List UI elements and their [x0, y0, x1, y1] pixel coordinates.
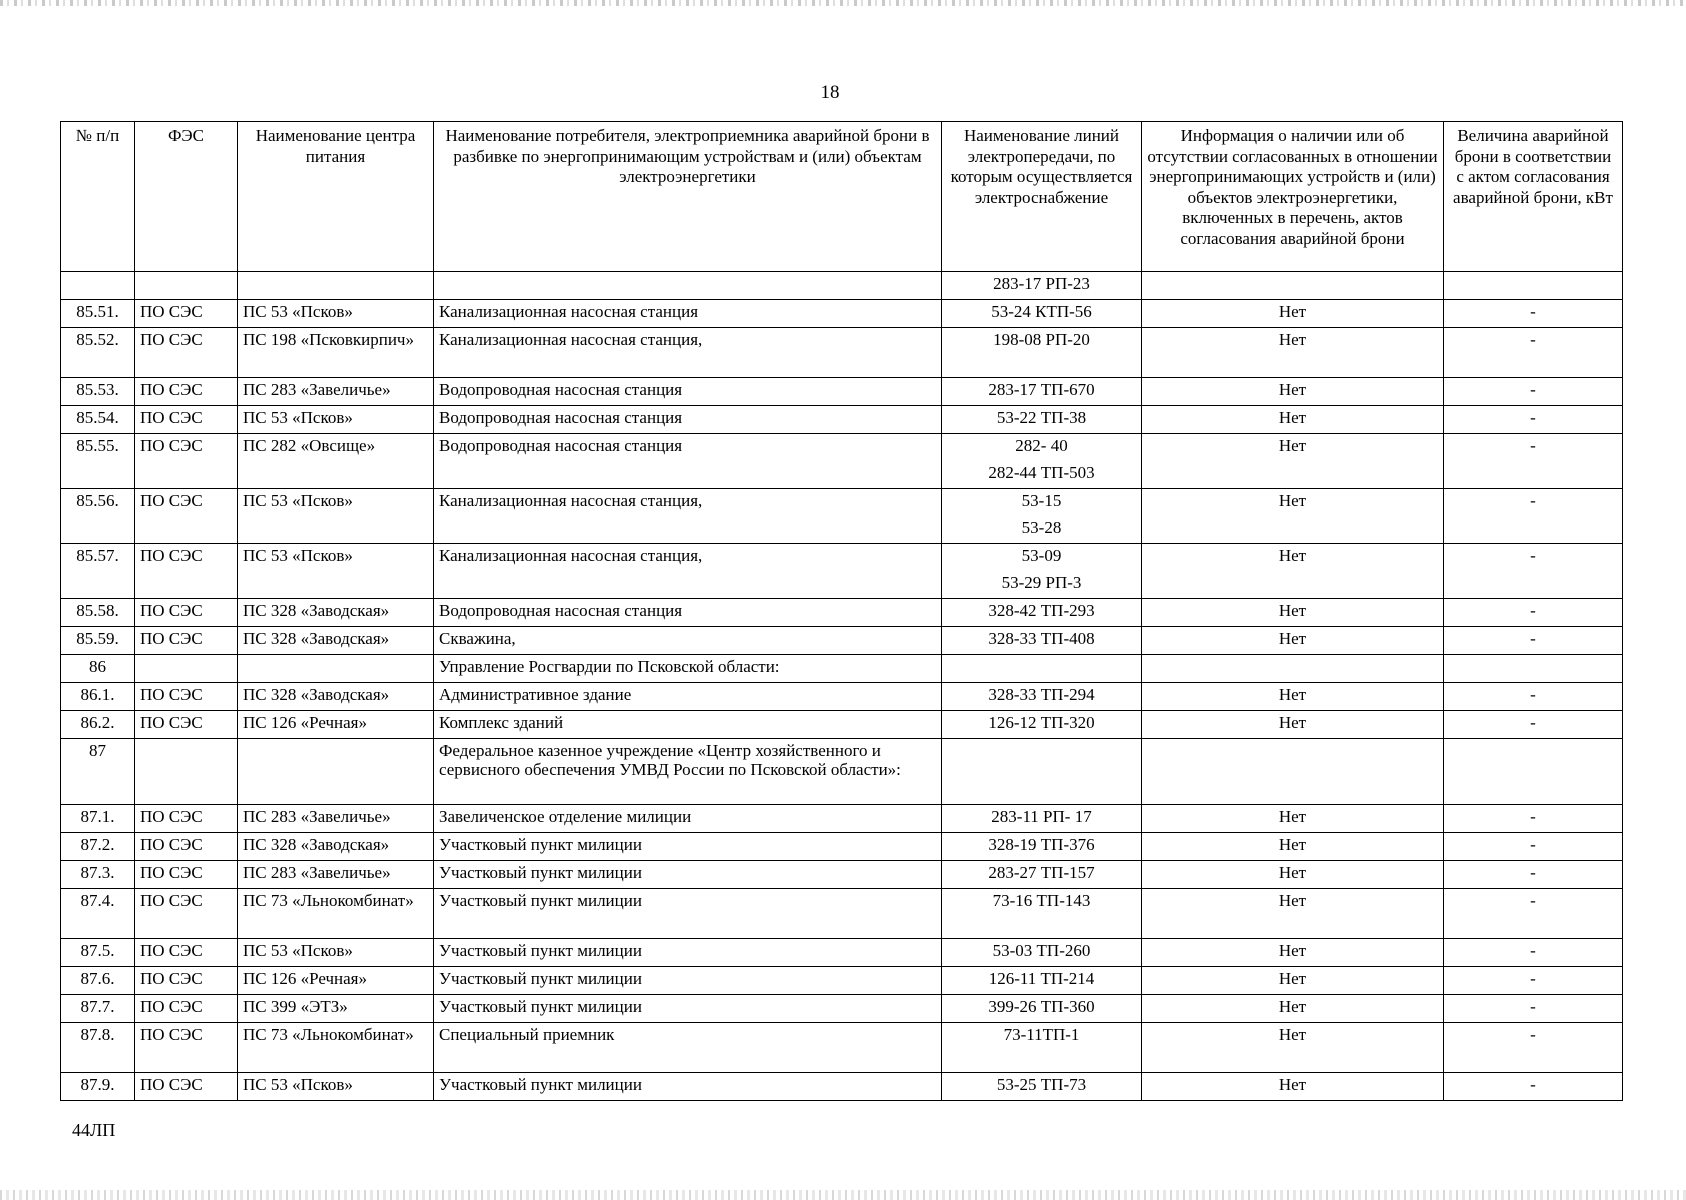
row-power-lines: [942, 489, 1142, 544]
power-line-item: 53-25 ТП-73: [996, 1075, 1087, 1094]
row-power-lines: [942, 1023, 1142, 1073]
row-power-center: ПС 53 «Псков»: [238, 406, 434, 434]
row-fes: ПО СЭС: [135, 683, 238, 711]
power-line-item: 282- 40: [1015, 436, 1068, 455]
row-fes: ПО СЭС: [135, 995, 238, 1023]
footer-code: 44ЛП: [72, 1120, 116, 1140]
power-line-item: 73-16 ТП-143: [992, 891, 1091, 910]
row-num: 85.57.: [61, 544, 135, 599]
row-num: 87.8.: [61, 1023, 135, 1073]
row-consumer: Административное здание: [434, 683, 942, 711]
row-num: 87.2.: [61, 833, 135, 861]
row-num: 85.56.: [61, 489, 135, 544]
power-line-item: 282-44 ТП-503: [988, 463, 1095, 482]
row-agreement-info: Нет: [1142, 967, 1444, 995]
row-power-center: ПС 53 «Псков»: [238, 300, 434, 328]
row-power-center: ПС 53 «Псков»: [238, 544, 434, 599]
row-num: 85.59.: [61, 627, 135, 655]
row-consumer: Водопроводная насосная станция: [434, 434, 942, 489]
row-consumer: Управление Росгвардии по Псковской области:: [434, 655, 942, 683]
row-fes: ПО СЭС: [135, 489, 238, 544]
row-reserve-value: -: [1444, 861, 1623, 889]
row-power-center: ПС 328 «Заводская»: [238, 627, 434, 655]
row-power-center: ПС 53 «Псков»: [238, 939, 434, 967]
row-consumer: Канализационная насосная станция,: [434, 544, 942, 599]
row-agreement-info: Нет: [1142, 711, 1444, 739]
row-power-center: ПС 53 «Псков»: [238, 1073, 434, 1101]
row-agreement-info: Нет: [1142, 805, 1444, 833]
row-reserve-value: -: [1444, 378, 1623, 406]
row-power-lines: [942, 995, 1142, 1023]
row-power-lines: [942, 1073, 1142, 1101]
row-reserve-value: -: [1444, 1023, 1623, 1073]
row-power-center: ПС 328 «Заводская»: [238, 599, 434, 627]
row-agreement-info: Нет: [1142, 599, 1444, 627]
row-reserve-value: -: [1444, 939, 1623, 967]
row-fes: ПО СЭС: [135, 328, 238, 378]
power-line-item: 328-19 ТП-376: [988, 835, 1095, 854]
power-line-item: 53-28: [1021, 518, 1062, 537]
row-fes: ПО СЭС: [135, 967, 238, 995]
row-fes: ПО СЭС: [135, 544, 238, 599]
row-fes: ПО СЭС: [135, 939, 238, 967]
row-reserve-value: -: [1444, 683, 1623, 711]
power-line-item: 53-24 КТП-56: [991, 302, 1092, 321]
power-line-item: 126-11 ТП-214: [988, 969, 1095, 988]
header-reserve-value: Величина аварийной брони в соответствии с актом согласования аварийной брони, кВт: [1444, 122, 1623, 272]
row-num: 86: [61, 655, 135, 683]
row-agreement-info: Нет: [1142, 627, 1444, 655]
power-line-item: 283-11 РП- 17: [991, 807, 1092, 826]
row-agreement-info: Нет: [1142, 300, 1444, 328]
row-power-center: ПС 283 «Завеличье»: [238, 805, 434, 833]
row-consumer: Завеличенское отделение милиции: [434, 805, 942, 833]
table-row: [61, 406, 1623, 434]
row-consumer: Водопроводная насосная станция: [434, 599, 942, 627]
row-power-lines: [942, 655, 1142, 683]
row-power-center: [238, 739, 434, 805]
table-row: [61, 300, 1623, 328]
header-num: № п/п: [61, 122, 135, 272]
row-reserve-value: [1444, 655, 1623, 683]
power-line-item: 53-22 ТП-38: [996, 408, 1087, 427]
row-agreement-info: Нет: [1142, 406, 1444, 434]
row-fes: ПО СЭС: [135, 378, 238, 406]
row-power-center: ПС 283 «Завеличье»: [238, 861, 434, 889]
row-num: 87.4.: [61, 889, 135, 939]
power-line-item: 283-17 ТП-670: [988, 380, 1095, 399]
row-num: 85.58.: [61, 599, 135, 627]
row-power-center: ПС 328 «Заводская»: [238, 683, 434, 711]
row-power-lines: [942, 739, 1142, 805]
table-row: [61, 833, 1623, 861]
row-power-center: ПС 328 «Заводская»: [238, 833, 434, 861]
table-row: [61, 889, 1623, 939]
row-fes: ПО СЭС: [135, 599, 238, 627]
table-row: [61, 544, 1623, 599]
row-fes: ПО СЭС: [135, 711, 238, 739]
row-num: 87.3.: [61, 861, 135, 889]
header-consumer: Наименование потребителя, электроприемника аварийной брони в разбивке по энергопринимающим устройствам и (или) объектам электроэнергетики: [434, 122, 942, 272]
power-line-item: 73-11ТП-1: [1003, 1025, 1080, 1044]
row-power-lines: [942, 434, 1142, 489]
row-agreement-info: Нет: [1142, 683, 1444, 711]
row-reserve-value: -: [1444, 1073, 1623, 1101]
row-power-lines: [942, 805, 1142, 833]
row-reserve-value: -: [1444, 711, 1623, 739]
row-consumer: Участковый пункт милиции: [434, 833, 942, 861]
row-power-lines: [942, 967, 1142, 995]
power-line-item: 126-12 ТП-320: [988, 713, 1095, 732]
row-fes: ПО СЭС: [135, 833, 238, 861]
table-row: [61, 599, 1623, 627]
row-fes: ПО СЭС: [135, 861, 238, 889]
row-consumer: Водопроводная насосная станция: [434, 406, 942, 434]
row-num: 85.51.: [61, 300, 135, 328]
row-num: 86.1.: [61, 683, 135, 711]
row-agreement-info: Нет: [1142, 1073, 1444, 1101]
power-line-item: 283-27 ТП-157: [988, 863, 1095, 882]
row-fes: ПО СЭС: [135, 434, 238, 489]
row-power-lines: [942, 889, 1142, 939]
row-power-center: ПС 126 «Речная»: [238, 711, 434, 739]
row-agreement-info: [1142, 739, 1444, 805]
table-row: [61, 378, 1623, 406]
row-reserve-value: [1444, 739, 1623, 805]
row-reserve-value: -: [1444, 544, 1623, 599]
row-agreement-info: Нет: [1142, 544, 1444, 599]
power-line-item: 328-33 ТП-294: [988, 685, 1095, 704]
row-reserve-value: [1444, 272, 1623, 300]
row-agreement-info: Нет: [1142, 1023, 1444, 1073]
row-consumer: [434, 272, 942, 300]
row-power-lines: [942, 599, 1142, 627]
row-reserve-value: -: [1444, 328, 1623, 378]
table-header: [61, 122, 1623, 272]
row-power-lines: [942, 683, 1142, 711]
row-consumer: Участковый пункт милиции: [434, 889, 942, 939]
row-power-center: ПС 73 «Льнокомбинат»: [238, 889, 434, 939]
table-row: [61, 683, 1623, 711]
scan-edge-bottom: [0, 1190, 1686, 1200]
table-row: [61, 434, 1623, 489]
row-power-center: ПС 399 «ЭТЗ»: [238, 995, 434, 1023]
row-agreement-info: [1142, 272, 1444, 300]
table-row: [61, 711, 1623, 739]
row-power-center: [238, 655, 434, 683]
row-power-lines: [942, 300, 1142, 328]
table-row: [61, 1073, 1623, 1101]
row-consumer: Скважина,: [434, 627, 942, 655]
row-fes: ПО СЭС: [135, 627, 238, 655]
power-line-item: 399-26 ТП-360: [988, 997, 1095, 1016]
table-row: [61, 939, 1623, 967]
header-row: [61, 122, 1623, 272]
row-fes: ПО СЭС: [135, 1023, 238, 1073]
row-num: 85.55.: [61, 434, 135, 489]
row-consumer: Федеральное казенное учреждение «Центр хозяйственного и сервисного обеспечения УМВД России по Псковской области»:: [434, 739, 942, 805]
row-agreement-info: Нет: [1142, 833, 1444, 861]
row-fes: [135, 739, 238, 805]
table-row: [61, 328, 1623, 378]
row-fes: ПО СЭС: [135, 300, 238, 328]
row-fes: ПО СЭС: [135, 1073, 238, 1101]
row-power-center: ПС 53 «Псков»: [238, 489, 434, 544]
row-num: 87.9.: [61, 1073, 135, 1101]
row-power-center: [238, 272, 434, 300]
table-row: [61, 627, 1623, 655]
row-power-lines: [942, 406, 1142, 434]
header-power-lines: Наименование линий электропередачи, по которым осуществляется электроснабжение: [942, 122, 1142, 272]
scan-edge-top: [0, 0, 1686, 6]
row-num: [61, 272, 135, 300]
row-num: 87.1.: [61, 805, 135, 833]
table-body: [61, 272, 1623, 1101]
power-line-item: 53-15: [1021, 491, 1062, 510]
row-agreement-info: Нет: [1142, 378, 1444, 406]
row-power-lines: [942, 328, 1142, 378]
row-agreement-info: Нет: [1142, 861, 1444, 889]
row-reserve-value: -: [1444, 489, 1623, 544]
header-power-center: Наименование центра питания: [238, 122, 434, 272]
power-line-item: 53-03 ТП-260: [992, 941, 1091, 960]
table-row: [61, 1023, 1623, 1073]
table-row: [61, 861, 1623, 889]
table-row: [61, 805, 1623, 833]
row-reserve-value: -: [1444, 599, 1623, 627]
row-consumer: Участковый пункт милиции: [434, 861, 942, 889]
row-reserve-value: -: [1444, 967, 1623, 995]
power-line-item: 198-08 РП-20: [993, 330, 1090, 349]
row-consumer: Участковый пункт милиции: [434, 995, 942, 1023]
row-consumer: Специальный приемник: [434, 1023, 942, 1073]
row-agreement-info: Нет: [1142, 489, 1444, 544]
power-line-item: 283-17 РП-23: [993, 274, 1090, 293]
row-reserve-value: -: [1444, 434, 1623, 489]
table-row: [61, 489, 1623, 544]
row-agreement-info: Нет: [1142, 328, 1444, 378]
row-agreement-info: Нет: [1142, 939, 1444, 967]
power-line-item: 53-09: [1021, 546, 1062, 565]
row-reserve-value: -: [1444, 406, 1623, 434]
row-num: 87.5.: [61, 939, 135, 967]
row-power-lines: [942, 544, 1142, 599]
row-reserve-value: -: [1444, 627, 1623, 655]
row-fes: [135, 655, 238, 683]
row-consumer: Канализационная насосная станция,: [434, 328, 942, 378]
row-consumer: Канализационная насосная станция: [434, 300, 942, 328]
row-power-lines: [942, 833, 1142, 861]
table-row: [61, 739, 1623, 805]
row-consumer: Участковый пункт милиции: [434, 967, 942, 995]
row-power-lines: [942, 378, 1142, 406]
row-num: 85.54.: [61, 406, 135, 434]
row-num: 85.53.: [61, 378, 135, 406]
row-fes: ПО СЭС: [135, 805, 238, 833]
power-line-item: 328-42 ТП-293: [988, 601, 1095, 620]
row-num: 87.6.: [61, 967, 135, 995]
row-power-lines: [942, 711, 1142, 739]
row-num: 86.2.: [61, 711, 135, 739]
row-agreement-info: [1142, 655, 1444, 683]
power-line-item: 53-29 РП-3: [1001, 573, 1082, 592]
row-fes: ПО СЭС: [135, 889, 238, 939]
row-num: 87: [61, 739, 135, 805]
table-row: [61, 995, 1623, 1023]
row-power-center: ПС 282 «Овсище»: [238, 434, 434, 489]
row-consumer: Участковый пункт милиции: [434, 1073, 942, 1101]
row-power-center: ПС 126 «Речная»: [238, 967, 434, 995]
header-fes: ФЭС: [135, 122, 238, 272]
row-agreement-info: Нет: [1142, 434, 1444, 489]
row-reserve-value: -: [1444, 889, 1623, 939]
table-row: [61, 272, 1623, 300]
table-row: [61, 967, 1623, 995]
row-power-lines: [942, 861, 1142, 889]
row-num: 85.52.: [61, 328, 135, 378]
row-power-lines: [942, 939, 1142, 967]
header-agreement-info: Информация о наличии или об отсутствии согласованных в отношении энергопринимающих устройств и (или) объектов электроэнергетики, включенных в перечень, актов согласования аварийной брони: [1142, 122, 1444, 272]
table-row: [61, 655, 1623, 683]
reserve-table: [60, 121, 1623, 1101]
row-num: 87.7.: [61, 995, 135, 1023]
row-power-center: ПС 283 «Завеличье»: [238, 378, 434, 406]
row-power-lines: [942, 627, 1142, 655]
row-reserve-value: -: [1444, 805, 1623, 833]
row-power-center: ПС 198 «Псковкирпич»: [238, 328, 434, 378]
page-number: 18: [820, 82, 840, 103]
row-reserve-value: -: [1444, 833, 1623, 861]
row-reserve-value: -: [1444, 300, 1623, 328]
row-consumer: Участковый пункт милиции: [434, 939, 942, 967]
row-consumer: Водопроводная насосная станция: [434, 378, 942, 406]
row-power-center: ПС 73 «Льнокомбинат»: [238, 1023, 434, 1073]
row-agreement-info: Нет: [1142, 889, 1444, 939]
row-consumer: Канализационная насосная станция,: [434, 489, 942, 544]
row-agreement-info: Нет: [1142, 995, 1444, 1023]
row-reserve-value: -: [1444, 995, 1623, 1023]
row-fes: [135, 272, 238, 300]
row-fes: ПО СЭС: [135, 406, 238, 434]
row-power-lines: [942, 272, 1142, 300]
row-consumer: Комплекс зданий: [434, 711, 942, 739]
power-line-item: 328-33 ТП-408: [988, 629, 1095, 648]
